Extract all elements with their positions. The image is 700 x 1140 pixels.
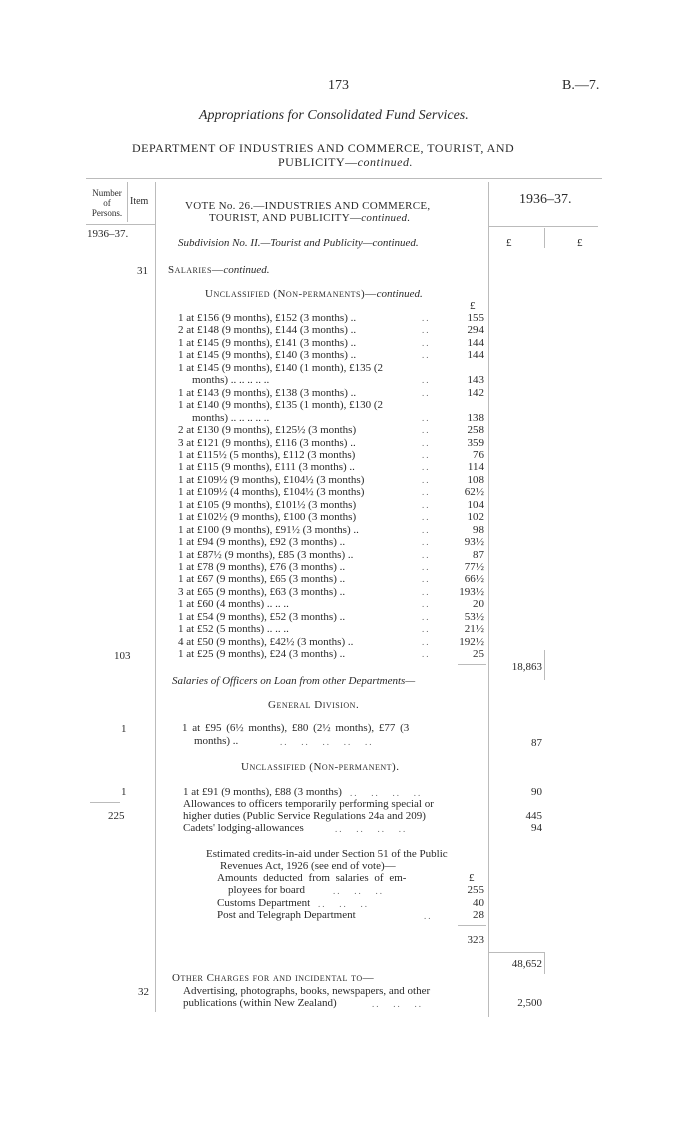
item-number-32: 32 [138,986,149,998]
salary-line-amount: 138 [467,411,484,424]
table-top-rule [86,178,602,179]
salary-line-text: 2 at £148 (9 months), £144 (3 months) .. [178,324,357,337]
salary-line-amount: 102 [467,511,484,524]
credits-post-amount: 28 [473,909,484,921]
salary-line-amount: 294 [467,324,484,337]
salary-line-dots: .. [422,337,431,348]
persons-column-header: Number of Persons. [91,188,123,218]
total-rule [544,650,545,680]
gd-amount: 87 [531,737,542,749]
salary-line-text: 3 at £65 (9 months), £63 (3 months) .. [178,585,346,598]
salary-line-dots: .. [422,350,431,361]
salary-line-amount: 98 [473,523,484,536]
salaries-total: 18,863 [511,661,542,673]
cadets-line: Cadets' lodging-allowances [183,822,304,834]
cadets-amount: 94 [531,822,542,834]
item-column-rule [155,182,156,1012]
page-title: Appropriations for Consolidated Fund Services. [199,108,469,123]
department-heading-line2: PUBLICITY—continued. [278,155,413,169]
credits-subtotal-rule [458,925,486,926]
salary-line-dots: .. [422,325,431,336]
salary-line-text: 1 at £145 (9 months), £140 (3 months) .. [178,349,357,362]
salary-line-amount: 87 [473,548,484,561]
salary-line-text: 4 at £50 (9 months), £42½ (3 months) .. [178,635,354,648]
salary-line-dots: .. [422,574,431,585]
credits-post-dots: .. [424,911,433,921]
other-charges-heading: Other Charges for and incidental to— [172,972,375,984]
salary-line-amount: 20 [473,598,484,611]
salary-line-dots: .. [422,537,431,548]
un-persons: 1 [121,786,127,798]
salary-line-dots: .. [422,375,431,386]
item-column-header: Item [130,196,149,207]
salary-line-text: months) .. .. .. .. .. [192,374,270,387]
salary-line-dots: .. [422,425,431,436]
currency-symbol-2: £ [577,237,583,249]
salary-line-amount: 66½ [464,573,484,586]
credits-pound-symbol: £ [469,872,475,884]
credits-line1: Estimated credits-in-aid under Section 51 of the Public [206,848,448,860]
salary-line-amount: 108 [467,473,484,486]
salary-subtotal-rule [458,664,486,665]
salary-line-text: 1 at £109½ (9 months), £104½ (3 months) [178,473,365,486]
salary-line-amount: 21½ [464,623,484,636]
salary-line-dots: .. [422,599,431,610]
other-charges-dots: .. .. .. [372,999,423,1009]
un-leader-dots: .. .. .. .. [350,788,423,798]
credits-post: Post and Telegraph Department [217,909,356,921]
salary-line-text: 1 at £60 (4 months) .. .. .. [178,598,289,611]
salary-line-dots: .. [422,586,431,597]
salary-line-text: 1 at £143 (9 months), £138 (3 months) .. [178,386,357,399]
salary-line-text: 1 at £54 (9 months), £52 (3 months) .. [178,610,346,623]
credits-line2: Revenues Act, 1926 (see end of vote)— [220,860,396,872]
department-heading-line1: DEPARTMENT OF INDUSTRIES AND COMMERCE, TOURIST, AND [132,141,515,155]
page-number: 173 [328,78,349,93]
salary-line-amount: 143 [467,374,484,387]
salary-line-amount: 93½ [464,536,484,549]
salary-line-dots: .. [422,474,431,485]
salary-line-text: 1 at £145 (9 months), £141 (3 months) .. [178,336,357,349]
item31-total-rule [488,952,544,953]
salary-line-dots: .. [422,649,431,660]
salary-line-text: 1 at £25 (9 months), £24 (3 months) .. [178,648,346,661]
salary-line-text: 1 at £67 (9 months), £65 (3 months) .. [178,573,346,586]
persons-subtotal-rule [90,802,120,803]
salary-line-dots: .. [422,387,431,398]
un-line: 1 at £91 (9 months), £88 (3 months) [183,786,342,798]
salary-line-dots: .. [422,412,431,423]
gd-leader-dots: .. .. .. .. .. [280,737,374,747]
salary-line-text: 1 at £105 (9 months), £101½ (3 months) [178,498,357,511]
document-reference: B.—7. [562,78,600,93]
credits-customs: Customs Department [217,897,311,909]
allowances-amount: 445 [525,810,542,822]
year-column-header: 1936–37. [519,192,572,207]
salary-line-text: 3 at £121 (9 months), £116 (3 months) .. [178,436,356,449]
vote-heading-line2: TOURIST, AND PUBLICITY—continued. [209,212,411,224]
subdivision-heading: Subdivision No. II.—Tourist and Publicity—continued. [178,237,419,249]
salary-line-text: 1 at £94 (9 months), £92 (3 months) .. [178,536,346,549]
salary-line-text: 1 at £87½ (9 months), £85 (3 months) .. [178,548,354,561]
credits-customs-dots: .. .. .. [318,899,369,909]
salary-line-amount: 77½ [464,561,484,573]
salary-line-dots: .. [422,611,431,622]
salary-line-text: 1 at £115½ (5 months), £112 (3 months) [178,448,356,461]
credits-line3: Amounts deducted from salaries of em- [217,872,407,884]
gd-line1: 1 at £95 (6½ months), £80 (2½ months), £77 (3 [182,722,410,734]
salary-line-text: 1 at £115 (9 months), £111 (3 months) .. [178,461,355,474]
salary-line-dots: .. [422,636,431,647]
vote-heading-line1: VOTE No. 26.—INDUSTRIES AND COMMERCE, [185,200,431,212]
cadets-leader-dots: .. .. .. .. [335,824,408,834]
salary-line-text: 1 at £78 (9 months), £76 (3 months) .. [178,561,346,573]
salary-line-amount: 144 [467,336,484,349]
salary-line-amount: 193½ [459,585,484,598]
salary-line-dots: .. [422,313,431,323]
salary-line-dots: .. [422,499,431,510]
salary-line-amount: 359 [467,436,484,449]
salary-line-text: months) .. .. .. .. .. [192,411,270,424]
credits-line4: ployees for board [228,884,305,896]
gd-line2: months) .. [194,735,239,747]
salary-line-amount: 258 [467,424,484,437]
credits-total: 323 [467,934,484,946]
salary-line-amount: 62½ [464,486,484,499]
other-charges-amount: 2,500 [517,997,542,1009]
salary-line-amount: 155 [467,312,484,324]
unclassified-nonpermanent-heading: Unclassified (Non-permanent). [241,761,400,773]
salary-line-text: 1 at £52 (5 months) .. .. .. [178,623,289,636]
salary-line-text: 1 at £145 (9 months), £140 (1 month), £135 (2 [178,361,384,374]
salary-line-text: 1 at £100 (9 months), £91½ (3 months) .. [178,523,359,536]
salary-line-dots: .. [422,462,431,473]
salary-line-dots: .. [422,449,431,460]
salary-line-dots: .. [422,437,431,448]
salary-line-amount: 76 [473,448,484,461]
item31-total-side-rule [544,952,545,974]
salary-line-dots: .. [422,562,431,572]
pound-column-symbol: £ [470,300,476,312]
amount-column-rule [488,182,489,1017]
allowances-line2: higher duties (Public Service Regulations 24a and 209) [183,810,426,822]
credits-customs-amount: 40 [473,897,484,909]
unclassified-heading: Unclassified (Non-permanents)—continued. [205,288,423,300]
persons-year-label: 1936–37. [87,228,129,240]
credits-board-dots: .. .. .. [333,886,384,896]
item-number-31: 31 [137,265,148,277]
salary-line-text: 1 at £140 (9 months), £135 (1 month), £130 (2 [178,399,384,412]
salary-line-amount: 53½ [464,610,484,623]
other-charges-line1: Advertising, photographs, books, newspapers, and other [183,985,431,997]
salary-line-amount: 142 [467,386,484,399]
allowances-line1: Allowances to officers temporarily performing special or [183,798,434,810]
salary-line-amount: 114 [467,461,484,474]
salary-line-amount: 192½ [459,635,484,648]
item31-total: 48,652 [511,958,542,970]
salary-line-dots: .. [422,524,431,535]
salary-line-amount: 144 [467,349,484,362]
currency-symbol-1: £ [506,237,512,249]
un-amount: 90 [531,786,542,798]
salary-line-dots: .. [422,549,431,560]
salary-line-dots: .. [422,487,431,498]
currency-column-rule [544,228,545,248]
year-header-rule [488,226,598,227]
persons-total: 225 [108,810,125,822]
salary-line-amount: 104 [467,498,484,511]
salaries-persons-count: 103 [114,650,131,662]
salaries-heading: Salaries—continued. [168,264,270,276]
salary-line-dots: .. [422,512,431,523]
loan-heading: Salaries of Officers on Loan from other Departments— [172,675,416,687]
salary-line-text: 1 at £102½ (9 months), £100 (3 months) [178,511,357,524]
credits-board-amount: 255 [467,884,484,896]
salary-line-amount: 25 [473,648,484,661]
general-division-heading: General Division. [268,699,360,711]
salary-line-text: 1 at £156 (9 months), £152 (3 months) .. [178,312,357,324]
persons-header-rule [86,224,156,225]
salary-line-dots: .. [422,624,431,635]
persons-item-divider [127,182,128,222]
gd-persons: 1 [121,723,127,735]
salary-line-text: 2 at £130 (9 months), £125½ (3 months) [178,424,357,437]
salary-line-text: 1 at £109½ (4 months), £104½ (3 months) [178,486,365,499]
other-charges-line2: publications (within New Zealand) [183,997,337,1009]
